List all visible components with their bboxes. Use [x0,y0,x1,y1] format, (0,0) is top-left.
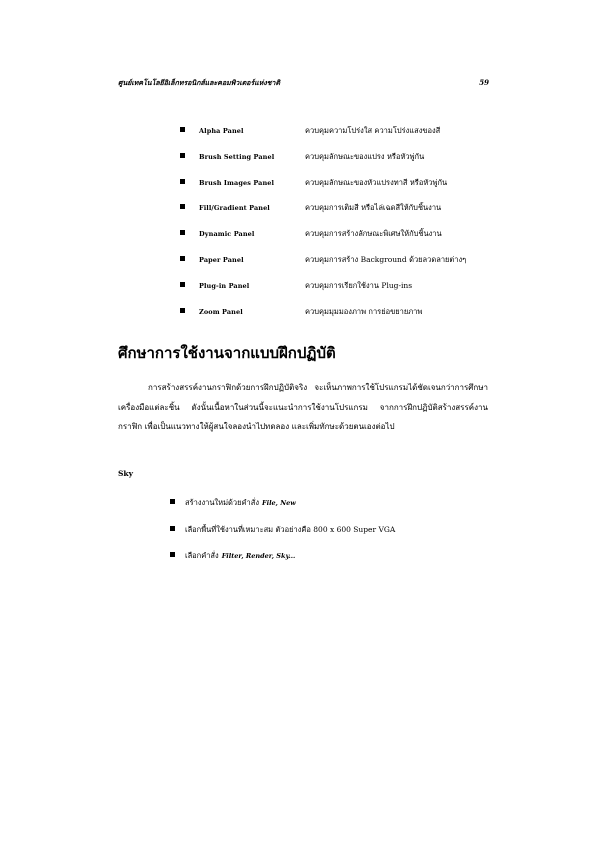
list-item [170,497,535,524]
body-paragraph: การสร้างสรรค์งานกราฟิกด้วยการฝึกปฏิบัติจริง จะเห็นภาพการใช้โปรแกรมได้ชัดเจนกว่าการศึกษาเครื่องมือแต่ละชิ้น ดังนั้นเนื้อหาในส่วนนี้จะแนะนำการใช้งานโปรแกรม จากการฝึกปฏิบัติสร้างสรรค์งานกราฟิก เพื่อเป็นแนวทางให้ผู้สนใจลองนำไปทดลอง และเพิ่มทักษะด้วยตนเองต่อไป [118,383,488,431]
panel-list [180,125,535,331]
square-bullet-icon [170,552,175,557]
list-item [180,125,535,151]
step-text: เลือกพื้นที่ใช้งานที่เหมาะสม ตัวอย่างคือ 800 x 600 Super VGA [185,524,396,534]
steps-list [170,497,535,577]
panel-description: ควบคุมลักษณะของแปรง หรือหัวพู่กัน [305,151,425,161]
square-bullet-icon [180,256,185,261]
panel-name: Alpha Panel [199,127,244,135]
list-item [180,254,535,280]
square-bullet-icon [180,282,185,287]
square-bullet-icon [180,153,185,158]
square-bullet-icon [170,526,175,531]
step-text: เลือกคำสั่ง [185,551,219,560]
panel-name: Plug-in Panel [199,281,250,290]
page-number: 59 [479,78,489,87]
panel-description: ควบคุมการสร้าง Background ด้วยลวดลายต่างๆ [305,254,467,264]
list-item [180,228,535,254]
square-bullet-icon [180,230,185,235]
panel-name: Brush Setting Panel [199,152,275,161]
header-title: ศูนย์เทคโนโลยีอิเล็กทรอนิกส์และคอมพิวเตอร์แห่งชาติ [118,78,280,87]
square-bullet-icon [180,204,185,209]
list-item [180,306,535,332]
list-item [180,202,535,228]
panel-description: ควบคุมความโปร่งใส ความโปร่งแสงของสี [305,126,441,135]
panel-description: ควบคุมการเรียกใช้งาน Plug-ins [305,280,413,290]
list-item [180,280,535,306]
panel-name: Dynamic Panel [199,230,255,239]
step-text: สร้างงานใหม่ด้วยคำสั่ง [185,498,259,507]
subsection-heading: Sky [118,469,133,478]
panel-description: ควบคุมมุมมองภาพ การย่อขยายภาพ [305,306,423,316]
square-bullet-icon [180,179,185,184]
list-item [180,177,535,203]
list-item [180,151,535,177]
panel-name: Fill/Gradient Panel [199,204,270,213]
section-title: ศึกษาการใช้งานจากแบบฝึกปฏิบัติ [118,344,336,362]
list-item [170,524,535,551]
panel-description: ควบคุมการสร้างลักษณะพิเศษให้กับชิ้นงาน [305,229,442,239]
square-bullet-icon [180,127,185,132]
panel-description: ควบคุมการเติมสี หรือไล่เฉดสีให้กับชิ้นงาน [305,203,442,213]
square-bullet-icon [180,308,185,313]
menu-path: Filter, Render, Sky... [221,552,296,560]
panel-name: Brush Images Panel [199,178,275,187]
panel-name: Paper Panel [199,255,244,264]
panel-name: Zoom Panel [199,307,243,316]
square-bullet-icon [170,499,175,504]
panel-description: ควบคุมลักษณะของหัวแปรงทาสี หรือหัวพู่กัน [305,177,448,187]
list-item [170,550,535,577]
page-header [118,78,489,89]
menu-path: File, New [261,499,296,507]
